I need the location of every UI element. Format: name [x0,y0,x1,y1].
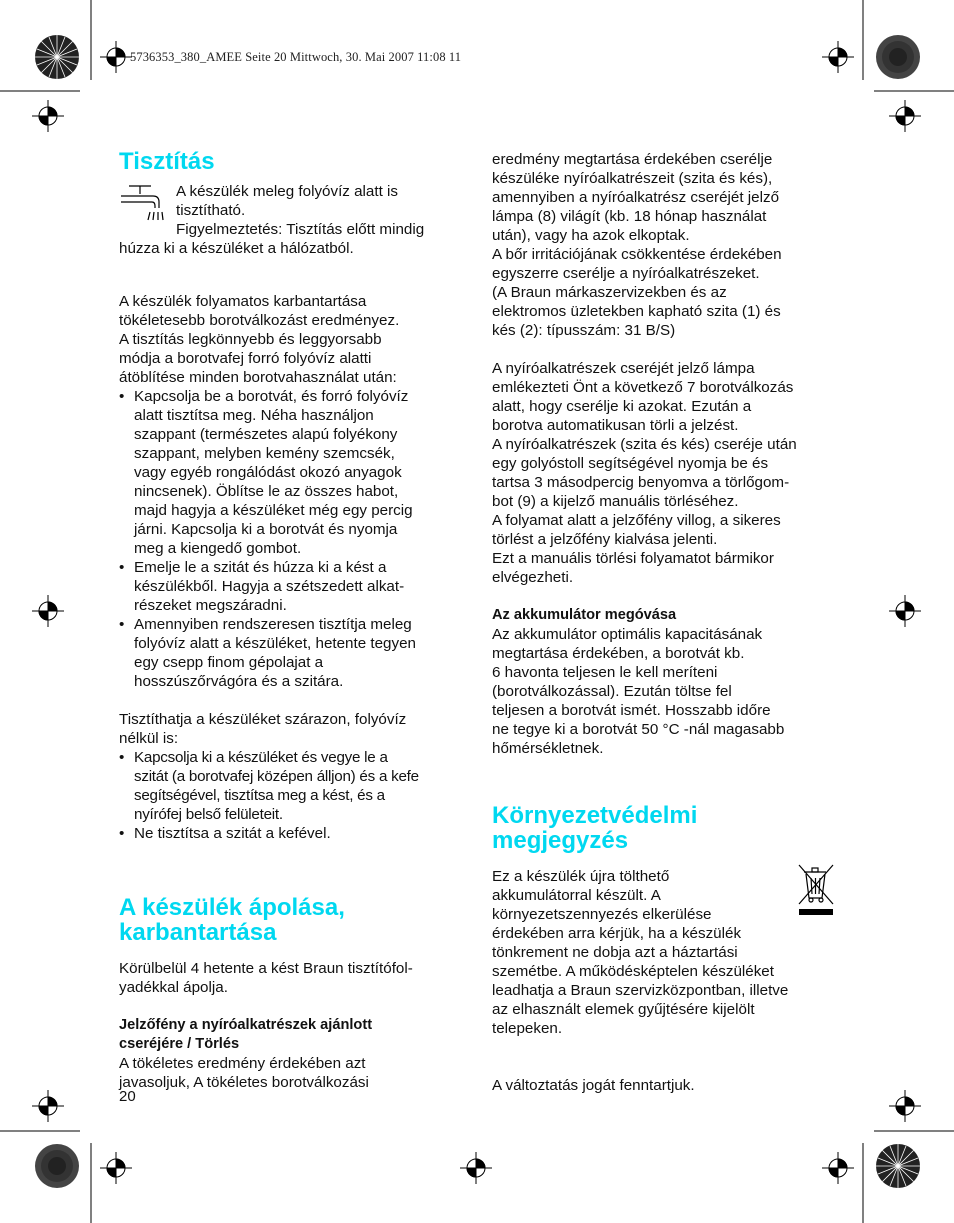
print-slug: 5736353_380_AMEE Seite 20 Mittwoch, 30. Mai 2007 11:08 11 [130,50,462,64]
text-line: meg a kiengedő gombot. [134,540,302,557]
text-line: elektromos üzletekben kapható szita (1) és [492,303,781,320]
text-line: járni. Kapcsolja ki a borotvát és nyomja [134,521,398,538]
crossed-bin-icon [796,862,836,918]
heading-care [119,895,464,945]
text-line: • Amennyiben rendszeresen tisztítja meleg [134,616,412,633]
text-line: Az akkumulátor optimális kapacitásának [492,626,763,643]
text-line: érdekében arra kérjük, ha a készülék [492,925,742,942]
text-line: yadékkal ápolja. [119,979,228,996]
text-line: szappant, melyben kemény szemcsék, [134,445,395,462]
text-line: • Kapcsolja be a borotvát, és forró folyóvíz [134,388,409,405]
text-line: borotva automatikusan törli a jelzést. [492,417,739,434]
text-line: majd hagyja a készüléket még egy percig [134,502,413,519]
text-line: A készülék folyamatos karbantartása [119,293,367,310]
text-line: telepeken. [492,1020,563,1037]
text-line: hőmérsékletnek. [492,740,604,757]
subheading: Jelzőfény a nyíróalkatrészek ajánlott [119,1017,373,1033]
text-line: leadhatja a Braun szervizközpontban, illetve [492,982,789,999]
list-item [119,387,464,558]
text-line: készüléke nyíróalkatrészeit (szita és kés), [492,170,773,187]
text-line: segítségével, tisztítsa meg a kést, és a [134,787,385,804]
text-line: • Emelje le a szitát és húzza ki a kést a [134,559,387,576]
list-item [119,558,464,615]
text-line: részeket megszáradni. [134,597,287,614]
text-line: egy csepp finom gépolajat a [134,654,324,671]
text-line: alatt, hogy cserélje ki azokat. Ezután a [492,398,752,415]
list-item [119,824,464,843]
text-line: A nyíróalkatrészek (szita és kés) cseréje után [492,436,797,453]
text-line: húzza ki a készüléket a hálózatból. [119,240,354,257]
left-column [119,149,464,1092]
text-line: tönkrement ne dobja azt a háztartási [492,944,738,961]
faucet-block [119,182,464,239]
text-line: bot (9) a kijelző manuális törléséhez. [492,493,739,510]
text-line: Ez a készülék újra tölthető [492,868,670,885]
heading-cleaning: Tisztítás [119,148,215,175]
text-line: Ezt a manuális törlési folyamatot bármikor [492,550,774,567]
text-line: akkumulátorral készült. A [492,887,661,904]
text-line: alatt tisztítsa meg. Néha használjon [134,407,374,424]
text-line: • Kapcsolja ki a készüléket és vegye le a [134,749,388,766]
heading-environment [492,803,837,853]
text-line: A bőr irritációjának csökkentése érdekében [492,246,782,263]
subheading: cseréjére / Törlés [119,1036,240,1052]
text-line: vagy egyéb rongálódást okozó anyagok [134,464,402,481]
text-line: A folyamat alatt a jelzőfény villog, a sikeres [492,512,781,529]
text-line: A tisztítás legkönnyebb és leggyorsabb [119,331,382,348]
text-line: • Ne tisztítsa a szitát a kefével. [134,825,331,842]
text-line: nélkül is: [119,730,179,747]
heading-line: Környezetvédelmi [492,802,698,829]
text-line: nincsenek). Öblítse le az összes habot, [134,483,399,500]
text-line: eredmény megtartása érdekében cserélje [492,151,773,168]
text-line: Tisztíthatja a készüléket szárazon, folyóvíz [119,711,407,728]
text-line: tökéletesebb borotválkozást eredményez. [119,312,400,329]
text-line: amennyiben a nyíróalkatrész cseréjét jelző [492,189,780,206]
text-line: elvégezheti. [492,569,574,586]
heading-line: karbantartása [119,919,277,946]
text-line: készülékből. Hagyja a szétszedett alkat- [134,578,405,595]
text-line: A nyíróalkatrészek cseréjét jelző lámpa [492,360,755,377]
text-line: Körülbelül 4 hetente a kést Braun tisztítófol- [119,960,413,977]
list-item [119,748,464,824]
text-line: egy golyóstoll segítségével nyomja be és [492,455,769,472]
text-line: az elhasznált elemek gyűjtésére kijelölt [492,1001,755,1018]
text-line: 6 havonta teljesen le kell meríteni [492,664,718,681]
text-line: után), vagy ha azok elkoptak. [492,227,690,244]
text-line: hosszúszőrvágóra és a szitára. [134,673,344,690]
text-line: ne tegye ki a borotvát 50 °C -nál magasabb [492,721,785,738]
list-item [119,615,464,691]
right-column [492,150,837,1095]
text-line: folyóvíz alatt a készüléket, hetente tegyen [134,635,416,652]
text-line: emlékezteti Önt a következő 7 borotválkozás [492,379,794,396]
text-line: szitát (a borotvafej középen álljon) és a kefe [134,768,419,785]
text-line: környezetszennyezés elkerülése [492,906,712,923]
text-line: törlést a jelzőfény kialvása jelenti. [492,531,718,548]
text-line: kés (2): típusszám: 31 B/S) [492,322,676,339]
subheading: Az akkumulátor megóvása [492,607,677,623]
text-line: A tökéletes eredmény érdekében azt [119,1055,366,1072]
text-line: nyírófej belső felületeit. [134,806,283,823]
text-line: szappant (természetes alapú folyékony [134,426,398,443]
text-line: lámpa (8) világít (kb. 18 hónap használat [492,208,767,225]
page-number: 20 [119,1088,136,1105]
text-line: szemétbe. A működésképtelen készüléket [492,963,774,980]
text-line: egyszerre cserélje a nyíróalkatrészeket. [492,265,760,282]
text-line: megtartása érdekében, a borotvát kb. [492,645,745,662]
text-line: Figyelmeztetés: Tisztítás előtt mindig [176,221,425,238]
text-line: A készülék meleg folyóvíz alatt is [176,183,399,200]
text-line: tartsa 3 másodpercig benyomva a törlőgom- [492,474,790,491]
heading-line: A készülék ápolása, [119,894,345,921]
text-line: (A Braun márkaszervizekben és az [492,284,727,301]
text-line: tisztítható. [176,202,246,219]
text-line: A változtatás jogát fenntartjuk. [492,1077,695,1094]
text-line: javasoljuk, A tökéletes borotválkozási [119,1074,369,1091]
text-line: teljesen a borotvát ismét. Hosszabb időre [492,702,771,719]
heading-line: megjegyzés [492,827,629,854]
faucet-text [176,182,466,239]
running-water-icon [119,182,165,228]
text-line: átöblítése minden borotvahasználat után: [119,369,397,386]
text-line: módja a borotvafej forró folyóvíz alatti [119,350,372,367]
text-line: (borotválkozással). Ezután töltse fel [492,683,732,700]
